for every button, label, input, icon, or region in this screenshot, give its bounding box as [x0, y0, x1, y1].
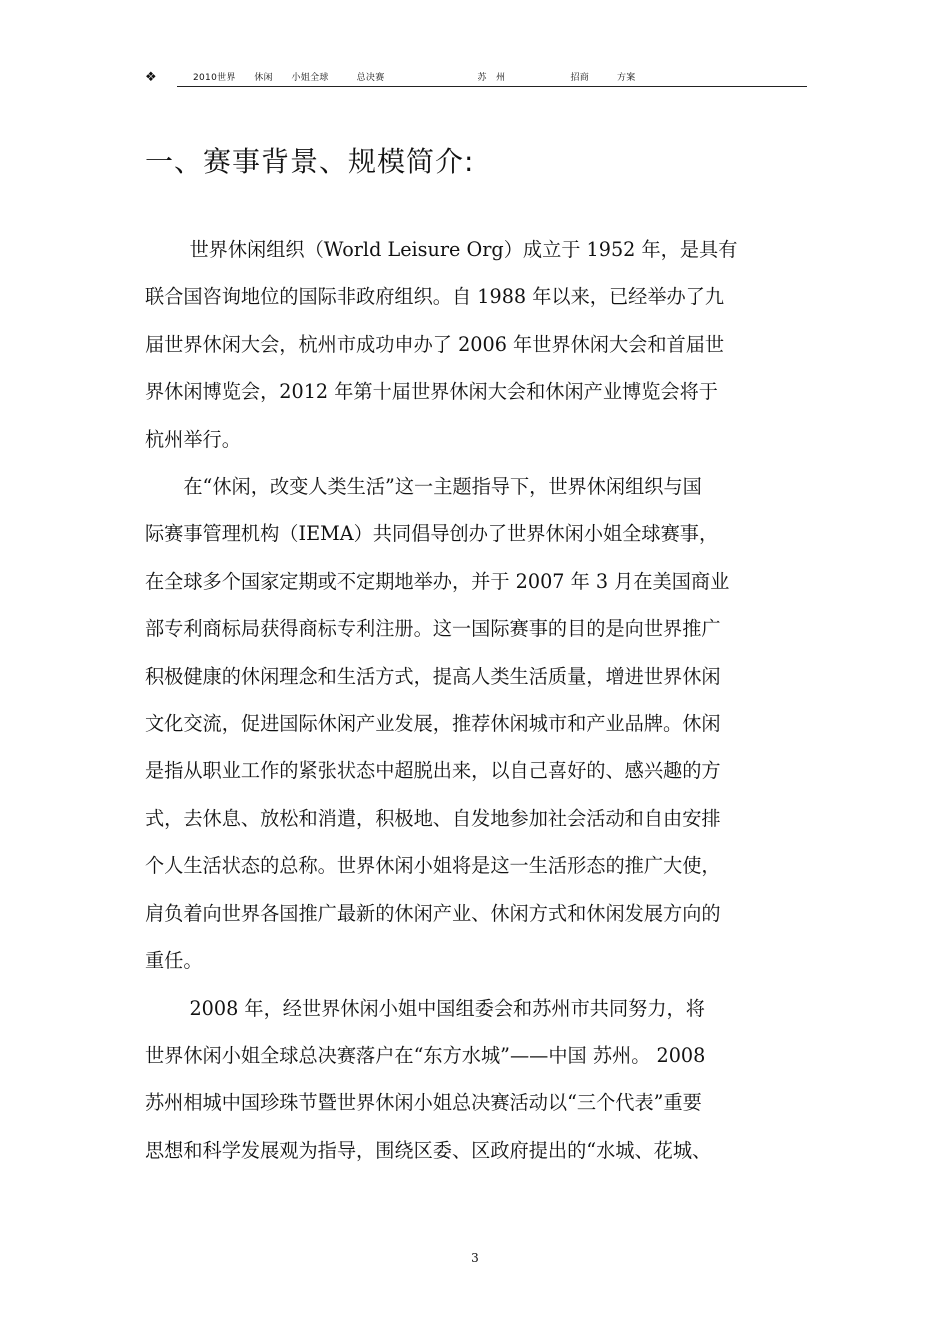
paragraph-line: 是指从职业工作的紧张状态中超脱出来，以自己喜好的、感兴趣的方 [145, 759, 721, 783]
page-number: 3 [471, 1251, 479, 1265]
paragraph [145, 463, 807, 984]
paragraph-line: 届世界休闲大会，杭州市成功申办了 2006 年世界休闲大会和首届世 [145, 332, 725, 356]
paragraph-line: 积极健康的休闲理念和生活方式，提高人类生活质量，增进世界休闲 [145, 664, 721, 688]
paragraph-line: 在“休闲，改变人类生活”这一主题指导下，世界休闲组织与国 [145, 475, 702, 499]
paragraph-line: 思想和科学发展观为指导，围绕区委、区政府提出的“水城、花城、 [145, 1138, 712, 1162]
paragraph-line: 肩负着向世界各国推广最新的休闲产业、休闲方式和休闲发展方向的 [145, 901, 721, 925]
paragraph-line: 在全球多个国家定期或不定期地举办，并于 2007 年 3 月在美国商业 [145, 569, 730, 593]
paragraph-line: 文化交流，促进国际休闲产业发展，推荐休闲城市和产业品牌。休闲 [145, 712, 721, 736]
diamond-bullet-icon: ❖ [145, 70, 157, 85]
paragraph-line: 杭州举行。 [145, 427, 241, 451]
paragraph-line: 2008 年，经世界休闲小姐中国组委会和苏州市共同努力，将 [145, 996, 705, 1020]
paragraph-line: 重任。 [145, 949, 203, 973]
paragraph-line: 联合国咨询地位的国际非政府组织。自 1988 年以来，已经举办了九 [145, 285, 725, 309]
body-text [145, 226, 807, 1174]
paragraph [145, 226, 807, 463]
running-header [145, 70, 810, 88]
paragraph-line: 世界休闲组织（World Leisure Org）成立于 1952 年，是具有 [145, 238, 738, 261]
header-underline [177, 86, 807, 87]
paragraph-line: 苏州相城中国珍珠节暨世界休闲小姐总决赛活动以“三个代表”重要 [145, 1091, 702, 1115]
header-text: 2010世界 休闲 小姐全球 总决赛 苏 州 招商 方案 [193, 73, 636, 83]
paragraph-line: 部专利商标局获得商标专利注册。这一国际赛事的目的是向世界推广 [145, 617, 721, 641]
section-title: 一、赛事背景、规模简介: [145, 145, 475, 178]
paragraph-line: 式，去休息、放松和消遣，积极地、自发地参加社会活动和自由安排 [145, 806, 721, 830]
paragraph-line: 个人生活状态的总称。世界休闲小姐将是这一生活形态的推广大使， [145, 854, 721, 878]
paragraph-line: 际赛事管理机构（IEMA）共同倡导创办了世界休闲小姐全球赛事， [145, 522, 719, 546]
paragraph-line: 界休闲博览会，2012 年第十届世界休闲大会和休闲产业博览会将于 [145, 380, 718, 404]
paragraph [145, 985, 807, 1175]
paragraph-line: 世界休闲小姐全球总决赛落户在“东方水城”——中国 苏州。 2008 [145, 1043, 706, 1067]
